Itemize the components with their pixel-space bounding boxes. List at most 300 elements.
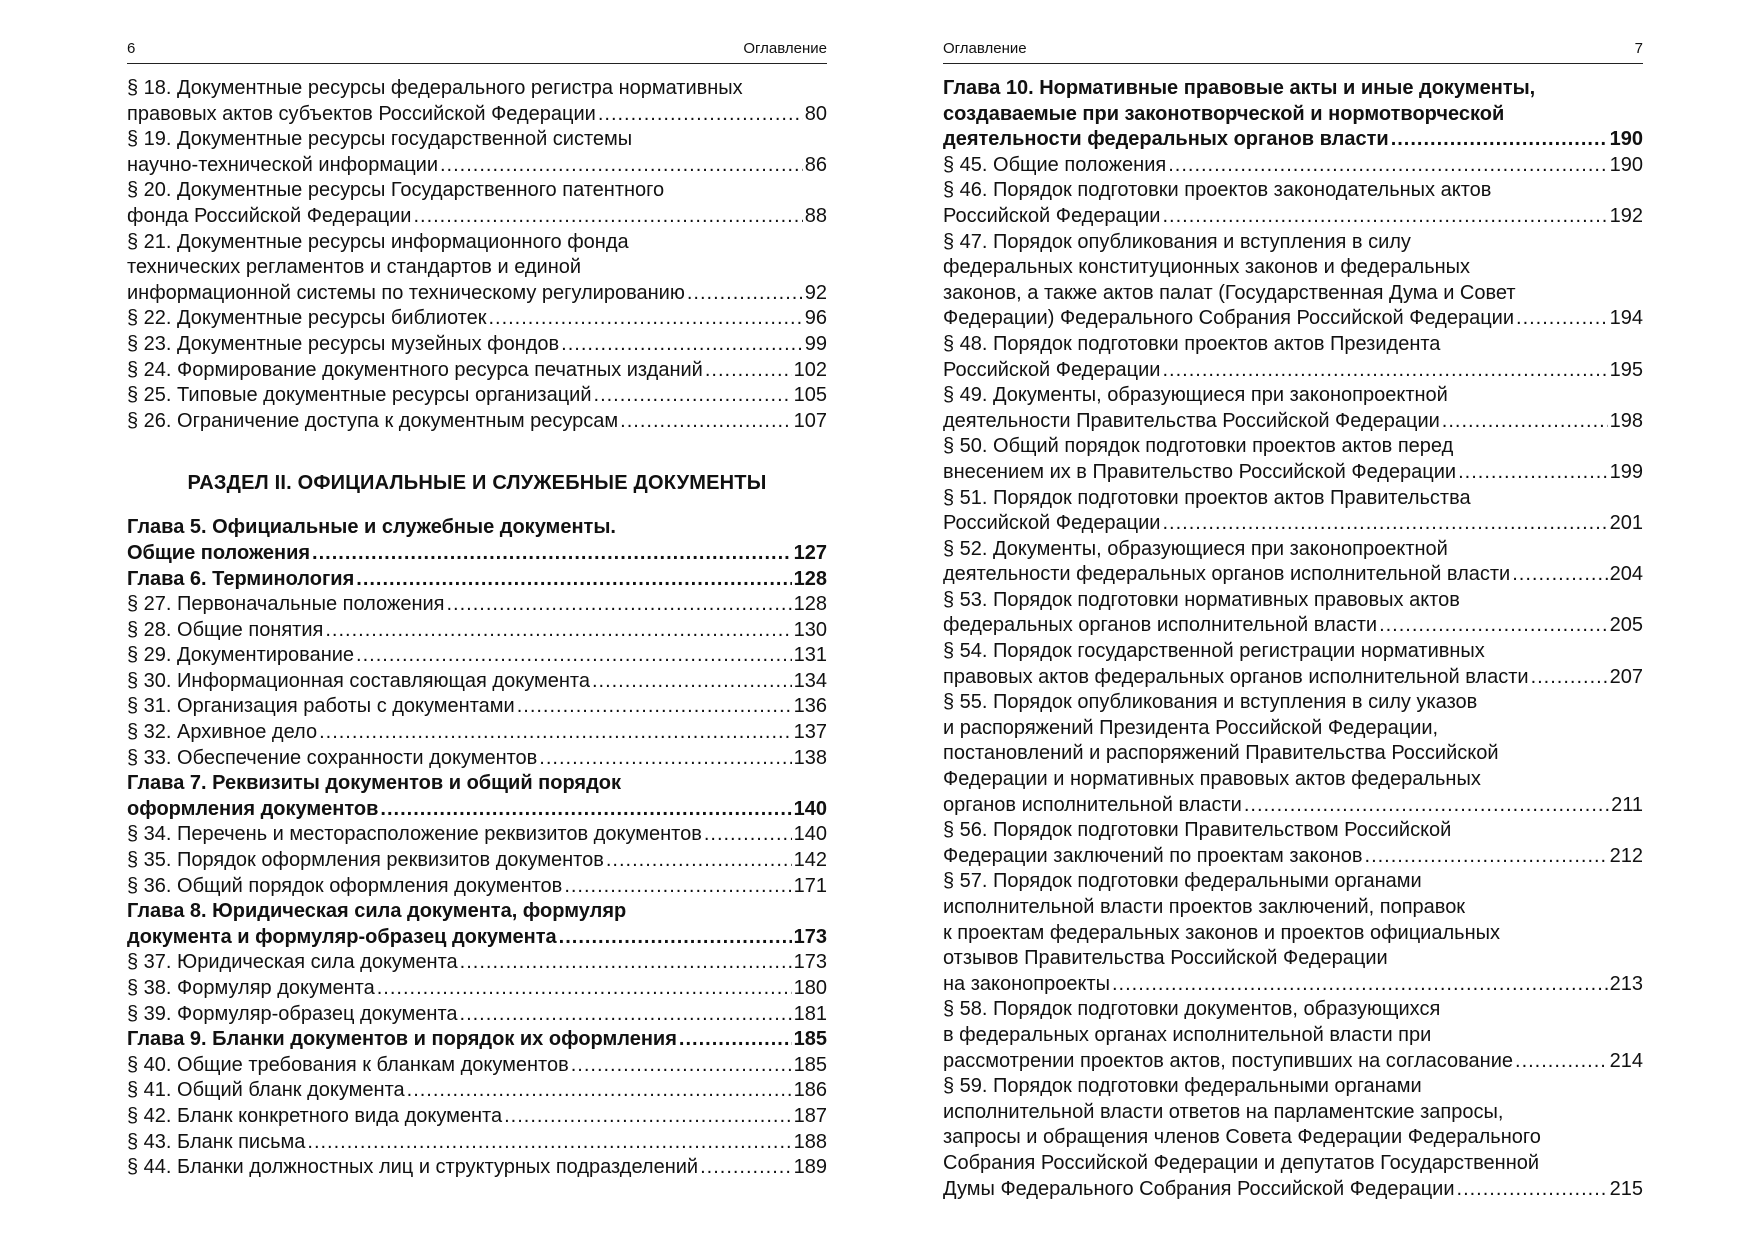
entry-page-number: 190 <box>1609 128 1643 151</box>
leader-dots <box>460 950 792 976</box>
entry-title-text: к проектам федеральных законов и проектов официальных <box>943 921 1500 944</box>
entry-page-number: 185 <box>793 1028 827 1051</box>
entry-title-text: внесением их в Правительство Российской Федерации <box>943 460 1457 483</box>
leader-dots <box>488 306 802 332</box>
leader-dots <box>1457 1177 1608 1203</box>
entry-title-text: федеральных органов исполнительной власти <box>943 614 1378 637</box>
chapter-entry <box>127 1027 827 1053</box>
entry-title-text: § 21. Документные ресурсы информационного фонда <box>127 230 629 253</box>
entry-line <box>943 1049 1643 1075</box>
entry-title-text: § 19. Документные ресурсы государственной системы <box>127 128 633 151</box>
entry-title-text: § 54. Порядок государственной регистрации нормативных <box>943 640 1485 663</box>
entry-title-text: § 51. Порядок подготовки проектов актов Правительства <box>943 486 1471 509</box>
leader-dots <box>1458 460 1608 486</box>
entry-line <box>127 541 827 567</box>
entry-title-text: § 25. Типовые документные ресурсы организаций <box>127 384 592 407</box>
leader-dots <box>1162 204 1607 230</box>
entry-title-text: § 50. Общий порядок подготовки проектов актов перед <box>943 435 1454 458</box>
section-entry <box>943 486 1643 537</box>
entry-line <box>943 767 1643 793</box>
entry-line <box>127 771 827 797</box>
entry-page-number: 99 <box>804 332 827 355</box>
entry-page-number: 204 <box>1609 563 1643 586</box>
entry-line <box>127 976 827 1002</box>
entry-line <box>943 921 1643 947</box>
section-entry <box>127 643 827 669</box>
entry-line <box>127 1002 827 1028</box>
entry-title-text: Глава 7. Реквизиты документов и общий порядок <box>127 772 622 795</box>
entry-title-text: технических регламентов и стандартов и единой <box>127 256 582 279</box>
entry-page-number: 214 <box>1609 1049 1643 1072</box>
leader-dots <box>312 541 792 567</box>
leader-dots <box>504 1104 792 1130</box>
leader-dots <box>356 643 792 669</box>
entry-page-number: 102 <box>793 358 827 381</box>
entry-title-text: Глава 10. Нормативные правовые акты и иные документы, <box>943 77 1536 99</box>
entry-title-text: § 33. Обеспечение сохранности документов <box>127 746 538 769</box>
entry-title-text: § 41. Общий бланк документа <box>127 1079 405 1102</box>
entry-page-number: 213 <box>1609 972 1643 995</box>
entry-line <box>943 895 1643 921</box>
leader-dots <box>460 1002 792 1028</box>
entry-title-text: § 34. Перечень и месторасположение реквизитов документов <box>127 823 702 846</box>
leader-dots <box>413 204 802 230</box>
leader-dots <box>592 669 792 695</box>
entry-title-text: правовых актов субъектов Российской Федерации <box>127 102 596 125</box>
section-entry <box>127 1155 827 1181</box>
section-entry <box>127 1130 827 1156</box>
page-number: 6 <box>127 40 136 57</box>
entry-page-number: 107 <box>793 409 827 432</box>
entry-page-number: 128 <box>793 567 827 590</box>
leader-dots <box>356 567 791 593</box>
entry-line <box>943 204 1643 230</box>
entry-title-text: деятельности федеральных органов исполнительной власти <box>943 563 1511 586</box>
entry-line <box>127 515 827 541</box>
section-entry <box>943 178 1643 229</box>
leader-dots <box>598 102 803 128</box>
leader-dots <box>1168 153 1607 179</box>
entry-title-text: § 27. Первоначальные положения <box>127 593 445 616</box>
entry-page-number: 194 <box>1609 307 1643 330</box>
entry-title-text: § 44. Бланки должностных лиц и структурных подразделений <box>127 1156 699 1179</box>
entry-page-number: 192 <box>1609 204 1643 227</box>
section-entry <box>127 976 827 1002</box>
chapter-entry <box>127 771 827 822</box>
entry-line <box>127 797 827 823</box>
section-entry <box>943 639 1643 690</box>
section-entry <box>943 153 1643 179</box>
entry-title-text: Думы Федерального Собрания Российской Федерации <box>943 1177 1455 1200</box>
entry-line <box>127 618 827 644</box>
entry-title-text: Глава 9. Бланки документов и порядок их оформления <box>127 1028 677 1051</box>
chapter-entry <box>127 899 827 950</box>
entry-title-text: в федеральных органах исполнительной власти при <box>943 1023 1432 1046</box>
leader-dots <box>700 1155 792 1181</box>
entry-line <box>943 409 1643 435</box>
entry-line <box>943 844 1643 870</box>
toc-list <box>943 76 1643 1202</box>
section-entry <box>943 1074 1643 1202</box>
entry-line <box>127 281 827 307</box>
entry-title-text: § 36. Общий порядок оформления документов <box>127 874 563 897</box>
entry-line <box>127 1053 827 1079</box>
entry-line <box>943 306 1643 332</box>
entry-line <box>943 332 1643 358</box>
section-entry <box>127 76 827 127</box>
entry-line <box>943 153 1643 179</box>
leader-dots <box>1112 972 1608 998</box>
entry-page-number: 201 <box>1609 512 1643 535</box>
entry-page-number: 180 <box>793 977 827 999</box>
entry-line <box>127 178 827 204</box>
section-entry <box>943 434 1643 485</box>
entry-page-number: 136 <box>793 695 827 718</box>
entry-title-text: Глава 8. Юридическая сила документа, формуляр <box>127 900 627 923</box>
section-entry <box>127 1053 827 1079</box>
entry-line <box>127 694 827 720</box>
entry-title-text: исполнительной власти проектов заключений, поправок <box>943 896 1466 918</box>
entry-title-text: и распоряжений Президента Российской Федерации, <box>943 716 1439 739</box>
leader-dots <box>705 358 792 384</box>
entry-line <box>943 281 1643 307</box>
section-entry <box>127 1078 827 1104</box>
leader-dots <box>1515 1049 1608 1075</box>
running-title: Оглавление <box>943 40 1027 57</box>
entry-title-text: § 28. Общие понятия <box>127 618 324 641</box>
leader-dots <box>319 720 792 746</box>
section-entry <box>127 592 827 618</box>
entry-line <box>127 332 827 358</box>
entry-page-number: 173 <box>793 951 827 974</box>
entry-line <box>127 592 827 618</box>
entry-page-number: 80 <box>804 102 827 125</box>
chapter-entry <box>127 567 827 593</box>
entry-title-text: запросы и обращения членов Совета Федерации Федерального <box>943 1126 1541 1149</box>
entry-title-text: § 48. Порядок подготовки проектов актов Президента <box>943 332 1441 355</box>
entry-title-text: § 23. Документные ресурсы музейных фондов <box>127 332 560 355</box>
entry-line <box>943 1074 1643 1100</box>
entry-title-text: § 22. Документные ресурсы библиотек <box>127 307 487 330</box>
entry-title-text: Глава 5. Официальные и служебные документы. <box>127 516 616 539</box>
section-entry <box>127 409 827 435</box>
section-entry <box>127 950 827 976</box>
entry-line <box>127 383 827 409</box>
entry-title-text: исполнительной власти ответов на парламентские запросы, <box>943 1100 1504 1123</box>
entry-line <box>127 358 827 384</box>
entry-line <box>943 818 1643 844</box>
entry-line <box>943 1177 1643 1203</box>
entry-title-text: § 49. Документы, образующиеся при законопроектной <box>943 384 1448 407</box>
leader-dots <box>440 153 803 179</box>
entry-line <box>127 204 827 230</box>
entry-page-number: 140 <box>793 823 827 846</box>
leader-dots <box>1391 127 1608 153</box>
leader-dots <box>679 1027 792 1053</box>
entry-title-text: § 55. Порядок опубликования и вступления в силу указов <box>943 691 1478 714</box>
entry-page-number: 205 <box>1609 614 1643 637</box>
entry-title-text: на законопроекты <box>943 972 1110 995</box>
entry-title-text: создаваемые при законотворческой и нормотворческой <box>943 102 1505 125</box>
entry-page-number: 134 <box>793 669 827 692</box>
entry-page-number: 173 <box>793 925 827 948</box>
page-number: 7 <box>1634 40 1643 57</box>
entry-page-number: 131 <box>793 644 827 667</box>
leader-dots <box>687 281 803 307</box>
entry-line <box>943 1100 1643 1126</box>
entry-line <box>943 486 1643 512</box>
leader-dots <box>594 383 792 409</box>
leader-dots <box>539 746 791 772</box>
section-entry <box>943 588 1643 639</box>
entry-title-text: § 52. Документы, образующиеся при законопроектной <box>943 537 1448 560</box>
entry-title-text: § 30. Информационная составляющая документа <box>127 669 590 692</box>
entry-page-number: 187 <box>793 1104 827 1127</box>
entry-page-number: 127 <box>793 541 827 564</box>
entry-line <box>127 874 827 900</box>
entry-line <box>127 102 827 128</box>
section-entry <box>127 178 827 229</box>
leader-dots <box>1162 358 1607 384</box>
leader-dots <box>704 822 792 848</box>
entry-line <box>127 1104 827 1130</box>
entry-page-number: 198 <box>1609 409 1643 432</box>
leader-dots <box>561 332 803 358</box>
leader-dots <box>380 797 791 823</box>
section-entry <box>127 127 827 178</box>
entry-title-text: фонда Российской Федерации <box>127 204 412 227</box>
entry-title-text: деятельности федеральных органов власти <box>943 128 1389 151</box>
entry-title-text: Федерации и нормативных правовых актов федеральных <box>943 768 1481 791</box>
entry-page-number: 195 <box>1609 358 1643 381</box>
entry-line <box>127 1155 827 1181</box>
entry-title-text: федеральных конституционных законов и федеральных <box>943 256 1471 279</box>
entry-line <box>943 230 1643 256</box>
section-entry <box>127 848 827 874</box>
section-entry <box>127 332 827 358</box>
entry-title-text: § 56. Порядок подготовки Правительством Российской <box>943 819 1452 842</box>
entry-page-number: 140 <box>793 797 827 820</box>
section-entry <box>127 230 827 307</box>
entry-title-text: § 31. Организация работы с документами <box>127 695 515 718</box>
leader-dots <box>606 848 792 874</box>
entry-page-number: 142 <box>793 849 827 872</box>
leader-dots <box>447 592 792 618</box>
entry-line <box>127 230 827 256</box>
leader-dots <box>517 694 792 720</box>
leader-dots <box>620 409 791 435</box>
entry-title-text: научно-технической информации <box>127 153 438 176</box>
entry-line <box>943 76 1643 102</box>
entry-title-text: § 24. Формирование документного ресурса печатных изданий <box>127 358 703 381</box>
leader-dots <box>307 1130 791 1156</box>
entry-title-text: § 37. Юридическая сила документа <box>127 951 458 974</box>
section-entry <box>127 669 827 695</box>
entry-title-text: отзывов Правительства Российской Федерации <box>943 947 1388 970</box>
entry-line <box>943 741 1643 767</box>
entry-line <box>943 434 1643 460</box>
section-entry <box>943 869 1643 997</box>
entry-line <box>943 869 1643 895</box>
entry-line <box>127 306 827 332</box>
entry-page-number: 181 <box>793 1002 827 1025</box>
entry-line <box>127 925 827 951</box>
entry-page-number: 171 <box>793 874 827 897</box>
entry-title-text: § 38. Формуляр документа <box>127 977 375 999</box>
section-entry <box>127 618 827 644</box>
entry-title-text: Российской Федерации <box>943 204 1161 227</box>
entry-title-text: § 47. Порядок опубликования и вступления в силу <box>943 230 1411 253</box>
entry-page-number: 199 <box>1609 460 1643 483</box>
entry-title-text: Федерации заключений по проектам законов <box>943 844 1363 867</box>
entry-title-text: § 42. Бланк конкретного вида документа <box>127 1104 503 1127</box>
entry-line <box>127 1027 827 1053</box>
entry-line <box>127 127 827 153</box>
leader-dots <box>1516 306 1608 332</box>
entry-title-text: деятельности Правительства Российской Федерации <box>943 409 1440 432</box>
section-entry <box>127 874 827 900</box>
section-entry <box>127 1104 827 1130</box>
section-entry <box>127 383 827 409</box>
entry-line <box>127 567 827 593</box>
entry-page-number: 138 <box>793 746 827 769</box>
entry-title-text: § 57. Порядок подготовки федеральными органами <box>943 870 1422 893</box>
entry-line <box>943 716 1643 742</box>
section-entry <box>943 690 1643 818</box>
entry-title-text: Российской Федерации <box>943 512 1161 535</box>
entry-title-text: информационной системы по техническому регулированию <box>127 281 685 304</box>
entry-line <box>127 822 827 848</box>
entry-line <box>943 972 1643 998</box>
entry-title-text: оформления документов <box>127 797 379 820</box>
entry-page-number: 130 <box>793 618 827 641</box>
leader-dots <box>1531 665 1608 691</box>
entry-title-text: документа и формуляр-образец документа <box>127 925 557 948</box>
section-entry <box>127 720 827 746</box>
entry-page-number: 128 <box>793 593 827 616</box>
leader-dots <box>1379 613 1608 639</box>
leader-dots <box>1244 793 1609 819</box>
entry-line <box>127 720 827 746</box>
section-entry <box>127 694 827 720</box>
leader-dots <box>407 1078 792 1104</box>
leader-dots <box>571 1053 792 1079</box>
entry-page-number: 207 <box>1609 665 1643 688</box>
entry-title-text: § 18. Документные ресурсы федерального регистра нормативных <box>127 77 743 99</box>
entry-title-text: § 46. Порядок подготовки проектов законодательных актов <box>943 179 1492 202</box>
entry-page-number: 105 <box>793 384 827 407</box>
entry-line <box>127 409 827 435</box>
entry-line <box>127 848 827 874</box>
entry-line <box>943 511 1643 537</box>
entry-line <box>127 153 827 179</box>
entry-page-number: 190 <box>1609 153 1643 176</box>
section-entry <box>943 997 1643 1074</box>
entry-title-text: Российской Федерации <box>943 358 1161 381</box>
entry-line <box>943 793 1643 819</box>
entry-title-text: § 20. Документные ресурсы Государственного патентного <box>127 179 665 202</box>
entry-page-number: 215 <box>1609 1177 1643 1200</box>
leader-dots <box>325 618 791 644</box>
entry-line <box>127 643 827 669</box>
section-entry <box>943 383 1643 434</box>
entry-title-text: § 35. Порядок оформления реквизитов документов <box>127 849 604 872</box>
entry-line <box>943 102 1643 128</box>
entry-page-number: 185 <box>793 1053 827 1076</box>
entry-page-number: 86 <box>804 153 827 176</box>
entry-title-text: § 58. Порядок подготовки документов, образующихся <box>943 998 1441 1021</box>
entry-title-text: § 26. Ограничение доступа к документным ресурсам <box>127 409 619 432</box>
entry-line <box>943 665 1643 691</box>
entry-line <box>127 899 827 925</box>
entry-page-number: 92 <box>804 281 827 304</box>
entry-title-text: законов, а также актов палат (Государственная Дума и Совет <box>943 281 1516 304</box>
entry-title-text: § 29. Документирование <box>127 644 355 667</box>
entry-line <box>127 669 827 695</box>
entry-title-text: § 53. Порядок подготовки нормативных правовых актов <box>943 588 1460 611</box>
section-title: РАЗДЕЛ II. ОФИЦИАЛЬНЫЕ И СЛУЖЕБНЫЕ ДОКУМЕНТЫ <box>187 472 767 495</box>
entry-title-text: Собрания Российской Федерации и депутатов Государственной <box>943 1151 1540 1174</box>
entry-line <box>943 255 1643 281</box>
entry-line <box>943 588 1643 614</box>
entry-title-text: § 32. Архивное дело <box>127 721 318 744</box>
entry-line <box>943 1125 1643 1151</box>
entry-page-number: 211 <box>1611 793 1643 816</box>
section-entry <box>127 306 827 332</box>
entry-line <box>127 746 827 772</box>
section-entry <box>127 1002 827 1028</box>
right-page <box>943 40 1643 1202</box>
entry-line <box>943 1023 1643 1049</box>
left-page <box>127 40 827 1181</box>
entry-page-number: 137 <box>793 721 827 744</box>
entry-line <box>943 358 1643 384</box>
entry-title-text: § 39. Формуляр-образец документа <box>127 1002 458 1025</box>
chapter-entry <box>127 515 827 566</box>
leader-dots <box>559 925 792 951</box>
entry-line <box>127 255 827 281</box>
entry-title-text: § 45. Общие положения <box>943 153 1167 176</box>
entry-title-text: Общие положения <box>127 541 311 564</box>
entry-line <box>943 639 1643 665</box>
chapter-entry <box>943 76 1643 153</box>
entry-line <box>943 537 1643 563</box>
entry-page-number: 96 <box>804 307 827 330</box>
entry-line <box>943 383 1643 409</box>
entry-page-number: 189 <box>793 1156 827 1179</box>
entry-title-text: § 43. Бланк письма <box>127 1130 306 1153</box>
entry-title-text: рассмотрении проектов актов, поступивших на согласование <box>943 1049 1514 1072</box>
section-entry <box>943 818 1643 869</box>
page-header <box>127 40 827 64</box>
entry-page-number: 88 <box>804 204 827 227</box>
entry-line <box>943 997 1643 1023</box>
entry-line <box>943 946 1643 972</box>
entry-title-text: постановлений и распоряжений Правительства Российской <box>943 742 1499 765</box>
leader-dots <box>1162 511 1607 537</box>
entry-page-number: 212 <box>1609 844 1643 867</box>
entry-line <box>943 178 1643 204</box>
entry-title-text: Глава 6. Терминология <box>127 567 355 590</box>
page-header <box>943 40 1643 64</box>
section-entry <box>127 822 827 848</box>
entry-title-text: § 59. Порядок подготовки федеральными органами <box>943 1075 1422 1098</box>
entry-line <box>127 950 827 976</box>
leader-dots <box>1365 844 1608 870</box>
entry-title-text: Федерации) Федерального Собрания Российской Федерации <box>943 307 1515 330</box>
entry-title-text: § 40. Общие требования к бланкам документов <box>127 1053 569 1076</box>
entry-line <box>943 1151 1643 1177</box>
